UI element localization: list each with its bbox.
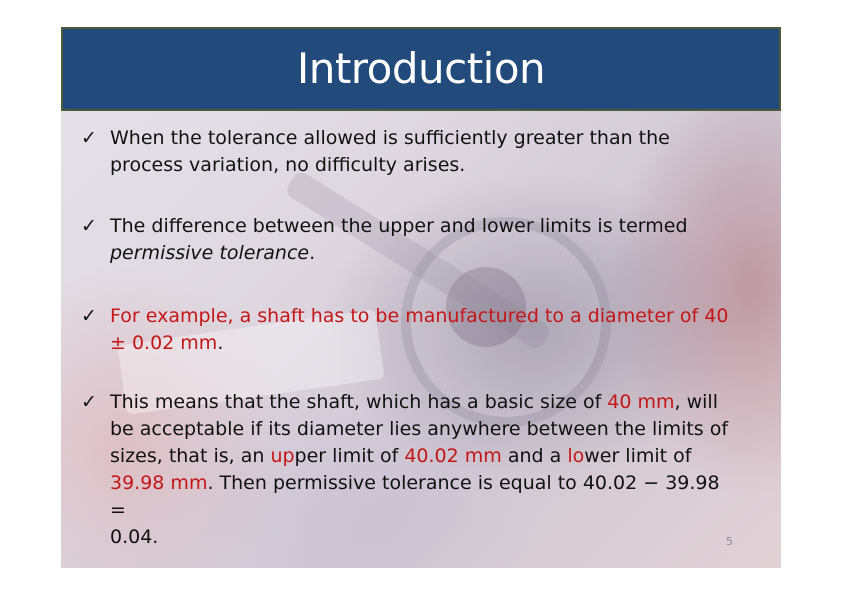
text-segment: per limit of bbox=[294, 445, 405, 467]
bullet-item bbox=[81, 389, 741, 551]
bullet-line: The difference between the upper and lower limits is termed bbox=[110, 215, 688, 237]
bullet-line: process variation, no difficulty arises. bbox=[110, 154, 466, 176]
bullet-line: be acceptable if its diameter lies anywhere between the limits of bbox=[110, 418, 729, 440]
slide-title: Introduction bbox=[296, 44, 546, 93]
text-segment: This means that the shaft, which has a basic size of bbox=[110, 391, 608, 413]
bullet-line: 0.04. bbox=[110, 526, 159, 548]
bullet-line: For example, a shaft has to be manufactured to a diameter of 40 bbox=[110, 305, 729, 327]
basic-size-value: 40 mm bbox=[607, 391, 675, 413]
bullet-line: When the tolerance allowed is sufficiently greater than the bbox=[110, 127, 670, 149]
bullet-line bbox=[81, 443, 741, 470]
punctuation: . bbox=[217, 332, 224, 354]
term-permissive-tolerance: permissive tolerance bbox=[110, 242, 310, 264]
bullet-line bbox=[81, 470, 741, 524]
slide-number: 5 bbox=[726, 535, 733, 548]
bullet-line bbox=[81, 330, 741, 357]
text-segment: sizes, that is, an bbox=[110, 445, 271, 467]
text-segment: . Then permissive tolerance is equal to 40.02 − 39.98 = bbox=[110, 472, 720, 521]
checkmark-icon: ✓ bbox=[81, 305, 97, 327]
upper-limit-value: 40.02 mm bbox=[404, 445, 502, 467]
highlight-up: up bbox=[270, 445, 295, 467]
lower-limit-value: 39.98 mm bbox=[110, 472, 208, 494]
slide bbox=[61, 27, 781, 568]
title-banner bbox=[61, 27, 781, 111]
checkmark-icon: ✓ bbox=[81, 127, 97, 149]
text-segment: wer limit of bbox=[584, 445, 692, 467]
text-segment: and a bbox=[501, 445, 568, 467]
bullet-item bbox=[81, 213, 741, 267]
highlight-lo: lo bbox=[567, 445, 585, 467]
checkmark-icon: ✓ bbox=[81, 391, 97, 413]
bullet-line bbox=[81, 240, 741, 267]
text-segment: , will bbox=[674, 391, 718, 413]
bullet-item bbox=[81, 125, 741, 179]
bullet-line bbox=[81, 389, 741, 416]
diameter-tolerance: ± 0.02 mm bbox=[110, 332, 218, 354]
checkmark-icon: ✓ bbox=[81, 215, 97, 237]
bullet-item bbox=[81, 303, 741, 357]
punctuation: . bbox=[309, 242, 316, 264]
